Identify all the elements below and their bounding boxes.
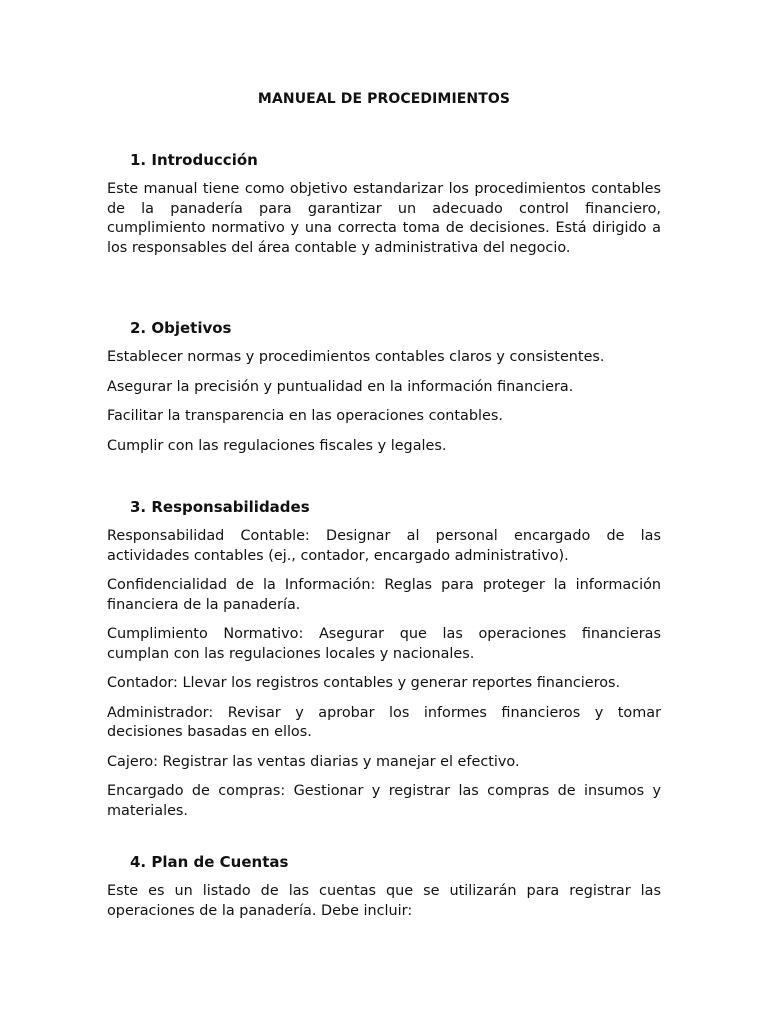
paragraph: Administrador: Revisar y aprobar los informes financieros y tomar decisiones basadas en ellos.: [107, 704, 661, 740]
paragraph: Contador: Llevar los registros contables y generar reportes financieros.: [107, 675, 621, 691]
document-title: MANUEAL DE PROCEDIMIENTOS: [257, 91, 511, 107]
section-heading: 3. Responsabilidades: [130, 498, 310, 516]
section-introduccion: [107, 150, 661, 258]
section-heading: 1. Introducción: [130, 151, 258, 169]
paragraph: Cumplir con las regulaciones fiscales y legales.: [107, 437, 447, 454]
paragraph: Cumplimiento Normativo: Asegurar que las operaciones financieras cumplan con las regulaciones locales y nacionales.: [107, 626, 661, 662]
paragraph: Establecer normas y procedimientos contables claros y consistentes.: [107, 349, 605, 365]
paragraph: Asegurar la precisión y puntualidad en la información financiera.: [107, 378, 574, 395]
paragraph: Encargado de compras: Gestionar y registrar las compras de insumos y materiales.: [107, 783, 661, 819]
paragraph: Este manual tiene como objetivo estandarizar los procedimientos contables de la panadería para garantizar un adecuado control financiero, cumplimiento normativo y una correcta toma de decisiones. Está dirigido a los responsables del área contable y administrativa del negocio.: [107, 181, 661, 256]
paragraph: Responsabilidad Contable: Designar al personal encargado de las actividades contables (ej., contador, encargado administrativo).: [107, 528, 661, 564]
paragraph: Facilitar la transparencia en las operaciones contables.: [107, 408, 503, 424]
section-heading: 4. Plan de Cuentas: [130, 853, 289, 871]
paragraph: Este es un listado de las cuentas que se utilizarán para registrar las operaciones de la panadería. Debe incluir:: [107, 883, 661, 919]
section-plan-de-cuentas: [107, 852, 661, 921]
section-responsabilidades: [107, 497, 661, 821]
paragraph: Confidencialidad de la Información: Reglas para proteger la información financiera de la panadería.: [107, 577, 661, 613]
paragraph: Cajero: Registrar las ventas diarias y manejar el efectivo.: [107, 753, 520, 770]
section-heading: 2. Objetivos: [130, 319, 232, 337]
section-objetivos: [107, 318, 661, 456]
